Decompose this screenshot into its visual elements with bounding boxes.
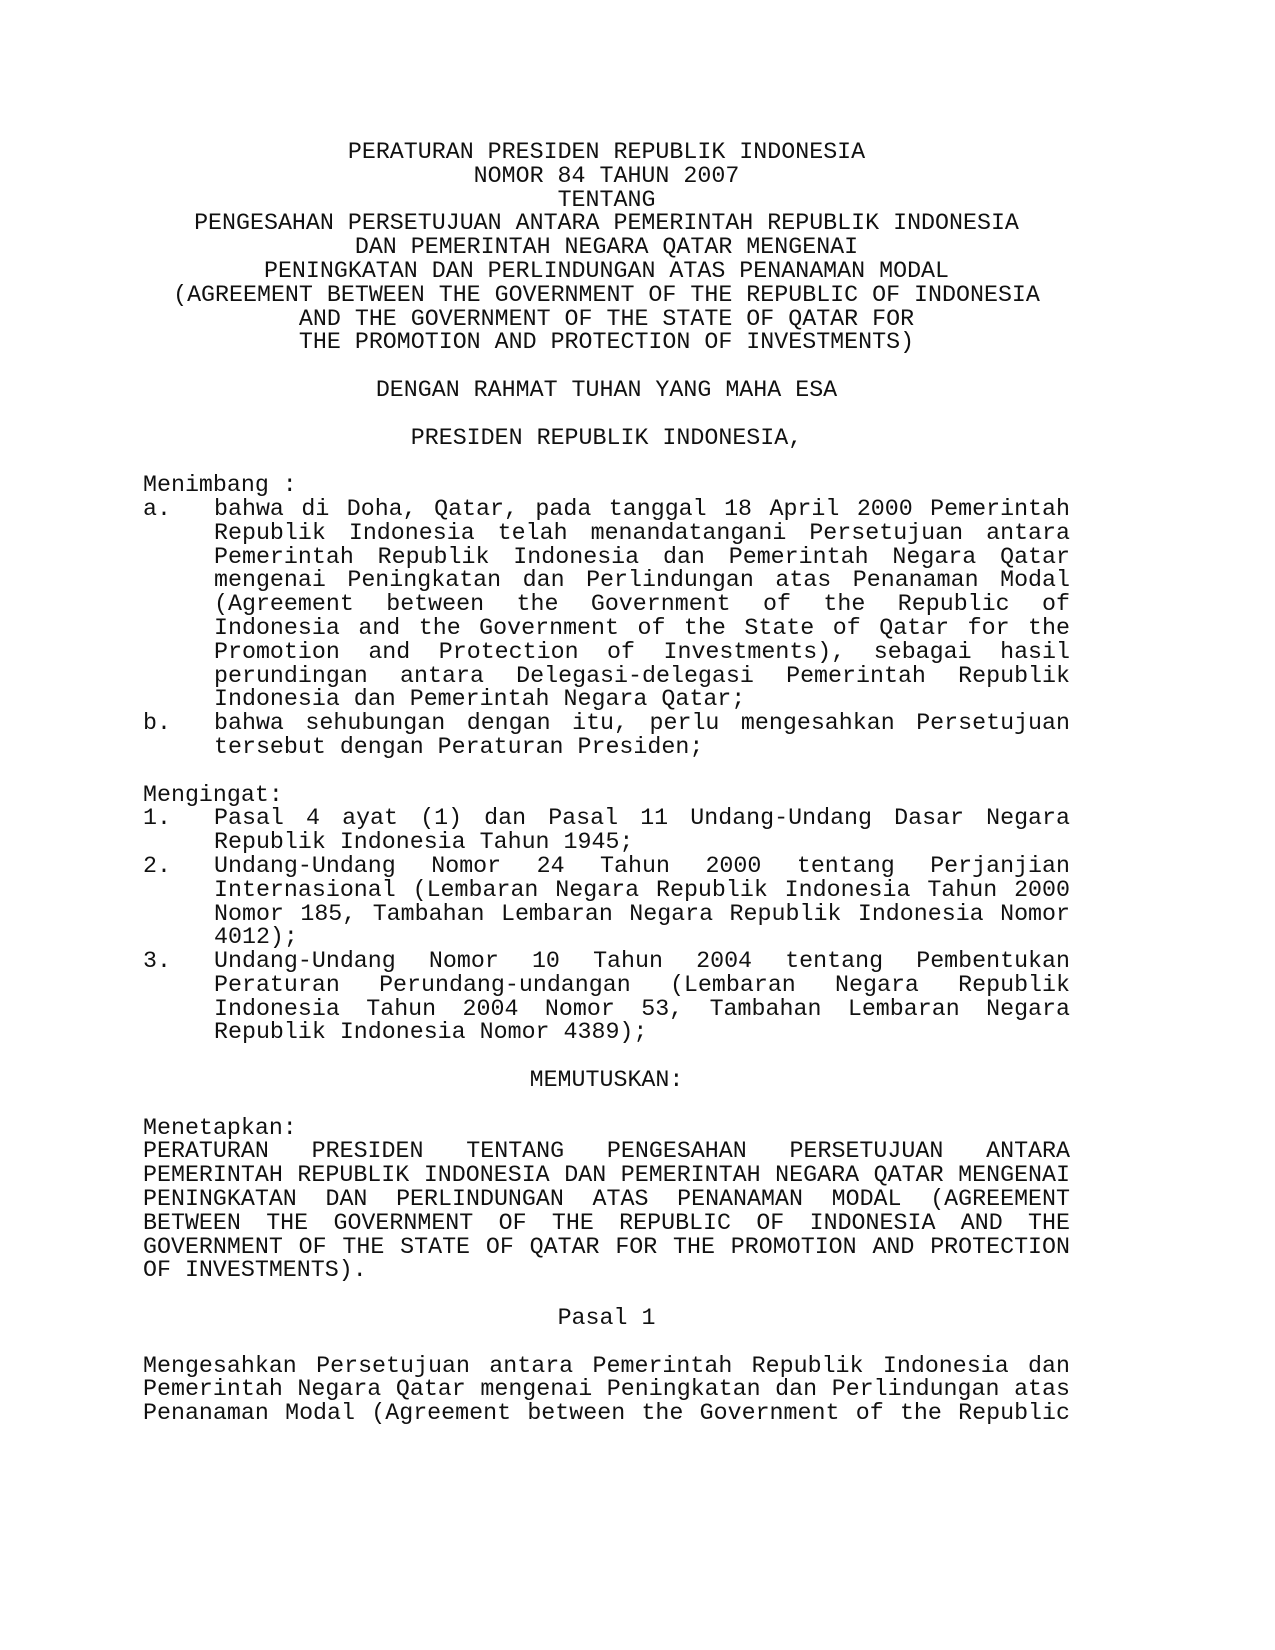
item-line: Republik Indonesia Tahun 1945;	[214, 829, 634, 856]
item-line: mengenai Peningkatan dan Perlindungan atas Penanaman Modal	[214, 567, 1070, 594]
item-line: Peraturan Perundang-undangan (Lembaran Negara Republik	[214, 971, 1070, 998]
item-marker: a.	[143, 495, 171, 522]
pasal-line: Mengesahkan Persetujuan antara Pemerintah Republik Indonesia dan	[143, 1352, 1070, 1379]
menetapkan-section	[143, 1114, 1070, 1284]
menetapkan-line: GOVERNMENT OF THE STATE OF QATAR FOR THE PROMOTION AND PROTECTION	[143, 1233, 1070, 1260]
item-line: Indonesia and the Government of the State of Qatar for the	[214, 614, 1070, 641]
menetapkan-line: PERATURAN PRESIDEN TENTANG PENGESAHAN PERSETUJUAN ANTARA	[143, 1138, 1070, 1165]
title-line: DAN PEMERINTAH NEGARA QATAR MENGENAI	[354, 234, 859, 261]
pasal-line: Pemerintah Negara Qatar mengenai Peningkatan dan Perlindungan atas	[143, 1376, 1070, 1403]
title-line: THE PROMOTION AND PROTECTION OF INVESTMENTS)	[298, 329, 915, 356]
menetapkan-line: BETWEEN THE GOVERNMENT OF THE REPUBLIC OF INDONESIA AND THE	[143, 1209, 1070, 1236]
item-line: bahwa di Doha, Qatar, pada tanggal 18 April 2000 Pemerintah	[214, 495, 1070, 522]
list-item	[143, 495, 1070, 713]
title-line: TENTANG	[557, 186, 656, 213]
item-marker: 3.	[143, 948, 171, 975]
item-line: Pasal 4 ayat (1) dan Pasal 11 Undang-Undang Dasar Negara	[214, 805, 1070, 832]
item-line: Indonesia Tahun 2004 Nomor 53, Tambahan Lembaran Negara	[214, 995, 1070, 1022]
document-page	[143, 141, 1070, 1426]
item-line: tersebut dengan Peraturan Presiden;	[214, 733, 704, 760]
menimbang-label: Menimbang :	[143, 472, 297, 499]
title-line: (AGREEMENT BETWEEN THE GOVERNMENT OF THE REPUBLIC OF INDONESIA	[173, 281, 1040, 308]
title-line: PENINGKATAN DAN PERLINDUNGAN ATAS PENANAMAN MODAL	[263, 257, 950, 284]
pasal-1-heading: Pasal 1	[557, 1305, 656, 1332]
list-item	[143, 852, 1070, 951]
invocation: DENGAN RAHMAT TUHAN YANG MAHA ESA	[375, 376, 838, 403]
mengingat-label: Mengingat:	[143, 781, 283, 808]
item-marker: b.	[143, 710, 171, 737]
item-line: Internasional (Lembaran Negara Republik Indonesia Tahun 2000	[214, 876, 1070, 903]
item-line: Republik Indonesia Nomor 4389);	[214, 1019, 648, 1046]
title-line: PERATURAN PRESIDEN REPUBLIK INDONESIA	[347, 139, 866, 165]
document-title	[143, 141, 1070, 355]
item-line: Undang-Undang Nomor 24 Tahun 2000 tentang Perjanjian	[214, 852, 1070, 879]
item-line: Republik Indonesia telah menandatangani Persetujuan antara	[214, 519, 1070, 546]
item-marker: 1.	[143, 805, 171, 832]
item-line: perundingan antara Delegasi-delegasi Pemerintah Republik	[214, 662, 1070, 689]
menetapkan-line: PENINGKATAN DAN PERLINDUNGAN ATAS PENANAMAN MODAL (AGREEMENT	[143, 1186, 1070, 1213]
item-line: Indonesia dan Pemerintah Negara Qatar;	[214, 686, 746, 713]
list-item	[143, 950, 1070, 1045]
menimbang-section	[143, 474, 1070, 760]
item-line: Undang-Undang Nomor 10 Tahun 2004 tentang Pembentukan	[214, 948, 1070, 975]
menetapkan-label: Menetapkan:	[143, 1114, 297, 1141]
item-line: Promotion and Protection of Investments), sebagai hasil	[214, 638, 1070, 665]
list-item	[143, 712, 1070, 760]
title-line: PENGESAHAN PERSETUJUAN ANTARA PEMERINTAH REPUBLIK INDONESIA	[194, 210, 1019, 237]
item-line: Pemerintah Republik Indonesia dan Pemerintah Negara Qatar	[214, 543, 1070, 570]
pasal-1-body	[143, 1352, 1070, 1427]
item-line: 4012);	[214, 924, 298, 951]
pasal-line: Penanaman Modal (Agreement between the Government of the Republic	[143, 1400, 1070, 1427]
president-heading: PRESIDEN REPUBLIK INDONESIA,	[410, 424, 803, 451]
mengingat-section	[143, 781, 1070, 1046]
item-line: bahwa sehubungan dengan itu, perlu mengesahkan Persetujuan	[214, 710, 1070, 737]
item-line: (Agreement between the Government of the Republic of	[214, 591, 1070, 618]
menetapkan-line: OF INVESTMENTS).	[143, 1257, 367, 1284]
memutuskan-heading: MEMUTUSKAN:	[529, 1067, 684, 1094]
list-item	[143, 807, 1070, 855]
title-line: NOMOR 84 TAHUN 2007	[473, 162, 740, 189]
menetapkan-line: PEMERINTAH REPUBLIK INDONESIA DAN PEMERINTAH NEGARA QATAR MENGENAI	[143, 1162, 1070, 1189]
title-line: AND THE GOVERNMENT OF THE STATE OF QATAR FOR	[298, 305, 915, 332]
item-line: Nomor 185, Tambahan Lembaran Negara Republik Indonesia Nomor	[214, 900, 1070, 927]
item-marker: 2.	[143, 852, 171, 879]
